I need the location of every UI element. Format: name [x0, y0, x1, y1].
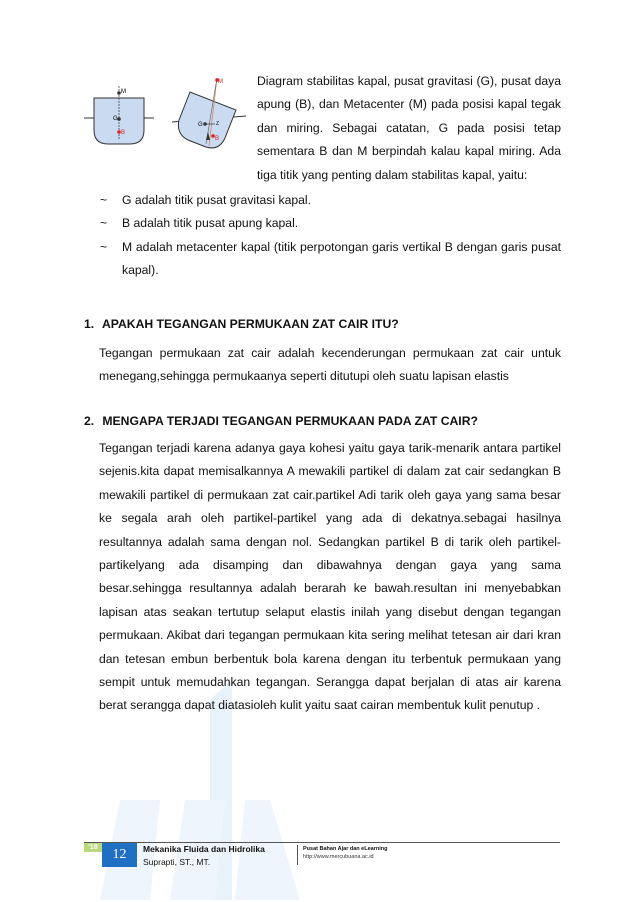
list-item — [100, 236, 561, 283]
page-number: 12 — [102, 843, 137, 867]
section-number: 1. — [84, 317, 95, 331]
footer-url[interactable]: http://www.mercubuana.ac.id — [303, 854, 374, 860]
footer-separator — [297, 845, 298, 865]
section-2-heading — [84, 414, 478, 428]
label-g: G — [113, 116, 118, 122]
section-number: 2. — [84, 414, 95, 428]
center-name: Pusat Bahan Ajar dan eLearning — [303, 846, 388, 852]
bullet-marker: ~ — [100, 239, 108, 254]
section-1-heading — [84, 317, 399, 331]
author-name: Suprapti, ST., MT. — [143, 857, 211, 867]
section-title: MENGAPA TERJADI TEGANGAN PERMUKAAN PADA ZAT CAIR? — [102, 414, 478, 428]
bullet-text: M adalah metacenter kapal (titik perpotongan garis vertikal B dengan garis pusat kapal). — [122, 239, 561, 278]
footer-divider — [84, 842, 560, 843]
ship-stability-diagram — [84, 74, 254, 164]
list-item — [100, 189, 561, 212]
section-2-body: Tegangan terjadi karena adanya gaya kohesi yaitu gaya tarik-menarik antara partikel sejenis.kita dapat memisalkannya A mewakili partikel di dalam zat cair sedangkan B mewakili partikel di permukaan zat cair.partikel Adi tarik oleh gaya yang sama besar ke segala arah oleh partikel-partikel yang ada di dekatnya.sebagai hasilnya resultannya adalah sama dengan nol. Sedangkan partikel B di tarik oleh partikel-partikelyang ada disamping dan dibawahnya dengan gaya yang sama besar.sehingga resultannya adalah berarah ke bawah.resultan ini menyebabkan lapisan atas seakan tertutup selaput elastis inilah yang disebut dengan tegangan permukaan. Akibat dari tegangan permukaan kita sering melihat tetesan air dari kran dan tetesan embun berbentuk bola karena dengan itu terbentuk permukaan yang sempit untuk memudahkan tegangan. Serangga dapat berjalan di atas air karena berat serangga dapat diatasioleh kulit yaitu saat cairan membentuk kulit penutup . — [99, 441, 561, 713]
label-m: M — [121, 89, 126, 95]
stability-points-list — [100, 189, 561, 283]
section-title: APAKAH TEGANGAN PERMUKAAN ZAT CAIR ITU? — [101, 317, 399, 331]
bullet-text: G adalah titik pusat gravitasi kapal. — [122, 193, 312, 207]
label-z: Z — [216, 121, 220, 127]
bullet-marker: ~ — [100, 216, 108, 231]
label-b: B — [121, 130, 126, 136]
section-1-body: Tegangan permukaan zat cair adalah kecenderungan permukaan zat cair untuk menegang,sehingga permukaanya seperti ditutupi oleh suatu lapisan elastis — [99, 346, 561, 384]
module-number-badge: '18 — [84, 843, 102, 852]
bullet-marker: ~ — [100, 193, 108, 207]
upright-ship-figure — [84, 86, 154, 144]
label-g-heeled: G — [198, 122, 203, 128]
list-item — [100, 212, 561, 235]
bullet-text: B adalah titik pusat apung kapal. — [122, 216, 299, 231]
label-b-heeled: B — [215, 136, 220, 142]
course-title: Mekanika Fluida dan Hidrolika — [143, 844, 265, 854]
intro-paragraph: Diagram stabilitas kapal, pusat gravitasi (G), pusat daya apung (B), dan Metacenter (M) pada posisi kapal tegak dan miring. Sebagai catatan, G pada posisi tetap sementara B dan M berpindah kalau kapal miring. Ada tiga titik yang penting dalam stabilitas kapal, yaitu: — [257, 74, 561, 182]
label-m-heeled: M — [218, 79, 223, 85]
heeled-ship-figure — [172, 78, 246, 148]
